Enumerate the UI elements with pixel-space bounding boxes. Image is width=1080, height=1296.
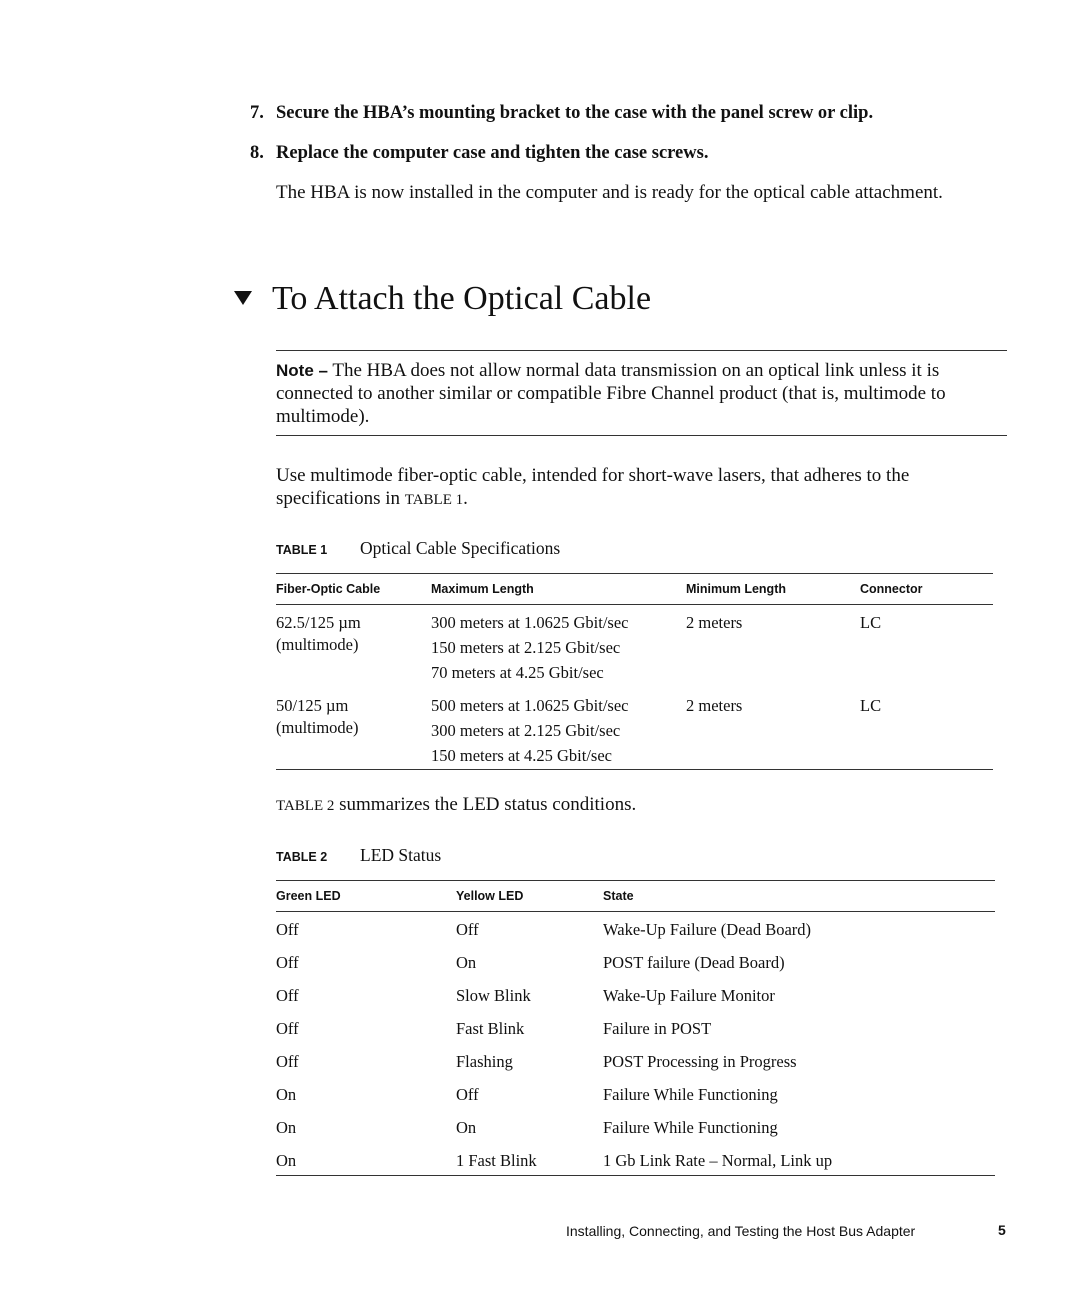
table-cell: Wake-Up Failure (Dead Board)	[603, 920, 812, 939]
table2-caption	[276, 845, 441, 866]
table-cell: Off	[276, 953, 299, 972]
table-cell: On	[276, 1118, 297, 1137]
table-cell: POST Processing in Progress	[603, 1052, 797, 1071]
table-cell: On	[276, 1085, 297, 1104]
table2-title: LED Status	[360, 845, 442, 865]
table-cell: Off	[456, 920, 479, 939]
table-cell: LC	[860, 613, 882, 632]
table1-header-cable: Fiber-Optic Cable	[276, 582, 381, 596]
table-cell: 1 Fast Blink	[456, 1151, 537, 1170]
table-cell: On	[276, 1151, 297, 1170]
table-cell: On	[456, 1118, 477, 1137]
footer-text: Installing, Connecting, and Testing the Host Bus Adapter	[566, 1223, 916, 1239]
table-cell: Failure While Functioning	[603, 1085, 778, 1104]
step-8	[250, 143, 708, 164]
section-heading	[234, 280, 651, 318]
summary-text: summarizes the LED status conditions.	[334, 794, 637, 815]
table-cell: 150 meters at 4.25 Gbit/sec	[431, 746, 613, 765]
table1-title: Optical Cable Specifications	[360, 538, 561, 558]
page-number: 5	[998, 1222, 1006, 1238]
table1-top-rule	[276, 573, 993, 574]
use-paragraph	[276, 464, 1011, 512]
table-cell: POST failure (Dead Board)	[603, 953, 785, 972]
table2-top-rule	[276, 880, 995, 881]
table2-label: TABLE 2	[276, 850, 328, 864]
table-cell: 1 Gb Link Rate – Normal, Link up	[603, 1151, 833, 1170]
table1-caption	[276, 538, 560, 559]
step-text: Replace the computer case and tighten the case screws.	[276, 143, 709, 163]
table-cell: LC	[860, 696, 882, 715]
note-bottom-rule	[276, 435, 1007, 436]
table-cell: 150 meters at 2.125 Gbit/sec	[431, 638, 621, 657]
table2-bottom-rule	[276, 1175, 995, 1176]
step-7	[250, 103, 873, 124]
summary-paragraph	[276, 793, 1011, 818]
step-number: 8.	[250, 143, 264, 163]
table2-header-rule	[276, 911, 995, 912]
table-cell: Wake-Up Failure Monitor	[603, 986, 775, 1005]
table-cell: On	[456, 953, 477, 972]
triangle-bullet-icon	[234, 291, 252, 305]
table-reference: TABLE 1	[404, 492, 464, 508]
table-cell: Flashing	[456, 1052, 513, 1071]
step-text: Secure the HBA’s mounting bracket to the case with the panel screw or clip.	[276, 103, 874, 123]
step-number: 7.	[250, 103, 264, 123]
note-top-rule	[276, 350, 1007, 351]
table2-header-state: State	[603, 889, 634, 903]
section-title: To Attach the Optical Cable	[272, 280, 652, 317]
intro-paragraph: The HBA is now installed in the computer and is ready for the optical cable attachment.	[276, 182, 943, 203]
table-cell: 50/125 µm	[276, 696, 349, 715]
table1-header-connector: Connector	[860, 582, 923, 596]
table-cell: 500 meters at 1.0625 Gbit/sec	[431, 696, 629, 715]
table1-header-min: Minimum Length	[686, 582, 786, 596]
table-cell: Off	[276, 920, 299, 939]
note-label: Note –	[276, 361, 328, 380]
table2-header-green: Green LED	[276, 889, 341, 903]
use-paragraph-text: Use multimode fiber-optic cable, intended for short-wave lasers, that adheres to the specifications in	[276, 465, 910, 509]
table1-header-rule	[276, 604, 993, 605]
note	[276, 359, 1011, 428]
table-cell: (multimode)	[276, 718, 359, 737]
table-cell: 2 meters	[686, 613, 743, 632]
table-cell: 300 meters at 2.125 Gbit/sec	[431, 721, 621, 740]
table1-bottom-rule	[276, 769, 993, 770]
table-cell: Off	[456, 1085, 479, 1104]
use-paragraph-end: .	[463, 488, 468, 509]
table-cell: (multimode)	[276, 635, 359, 654]
table-cell: Failure in POST	[603, 1019, 712, 1038]
table-cell: Off	[276, 1019, 299, 1038]
table2-header-yellow: Yellow LED	[456, 889, 524, 903]
table-reference: TABLE 2	[276, 798, 335, 814]
table-cell: Failure While Functioning	[603, 1118, 778, 1137]
table-cell: 70 meters at 4.25 Gbit/sec	[431, 663, 604, 682]
table-cell: 2 meters	[686, 696, 743, 715]
table-cell: Off	[276, 1052, 299, 1071]
note-text: The HBA does not allow normal data transmission on an optical link unless it is connected to another similar or compatible Fibre Channel product (that is, multimode to multimode).	[276, 360, 946, 427]
table1-label: TABLE 1	[276, 543, 328, 557]
table1-header-max: Maximum Length	[431, 582, 534, 596]
table-cell: Slow Blink	[456, 986, 531, 1005]
table-cell: Off	[276, 986, 299, 1005]
table-cell: 300 meters at 1.0625 Gbit/sec	[431, 613, 629, 632]
table-cell: 62.5/125 µm	[276, 613, 361, 632]
table-cell: Fast Blink	[456, 1019, 525, 1038]
